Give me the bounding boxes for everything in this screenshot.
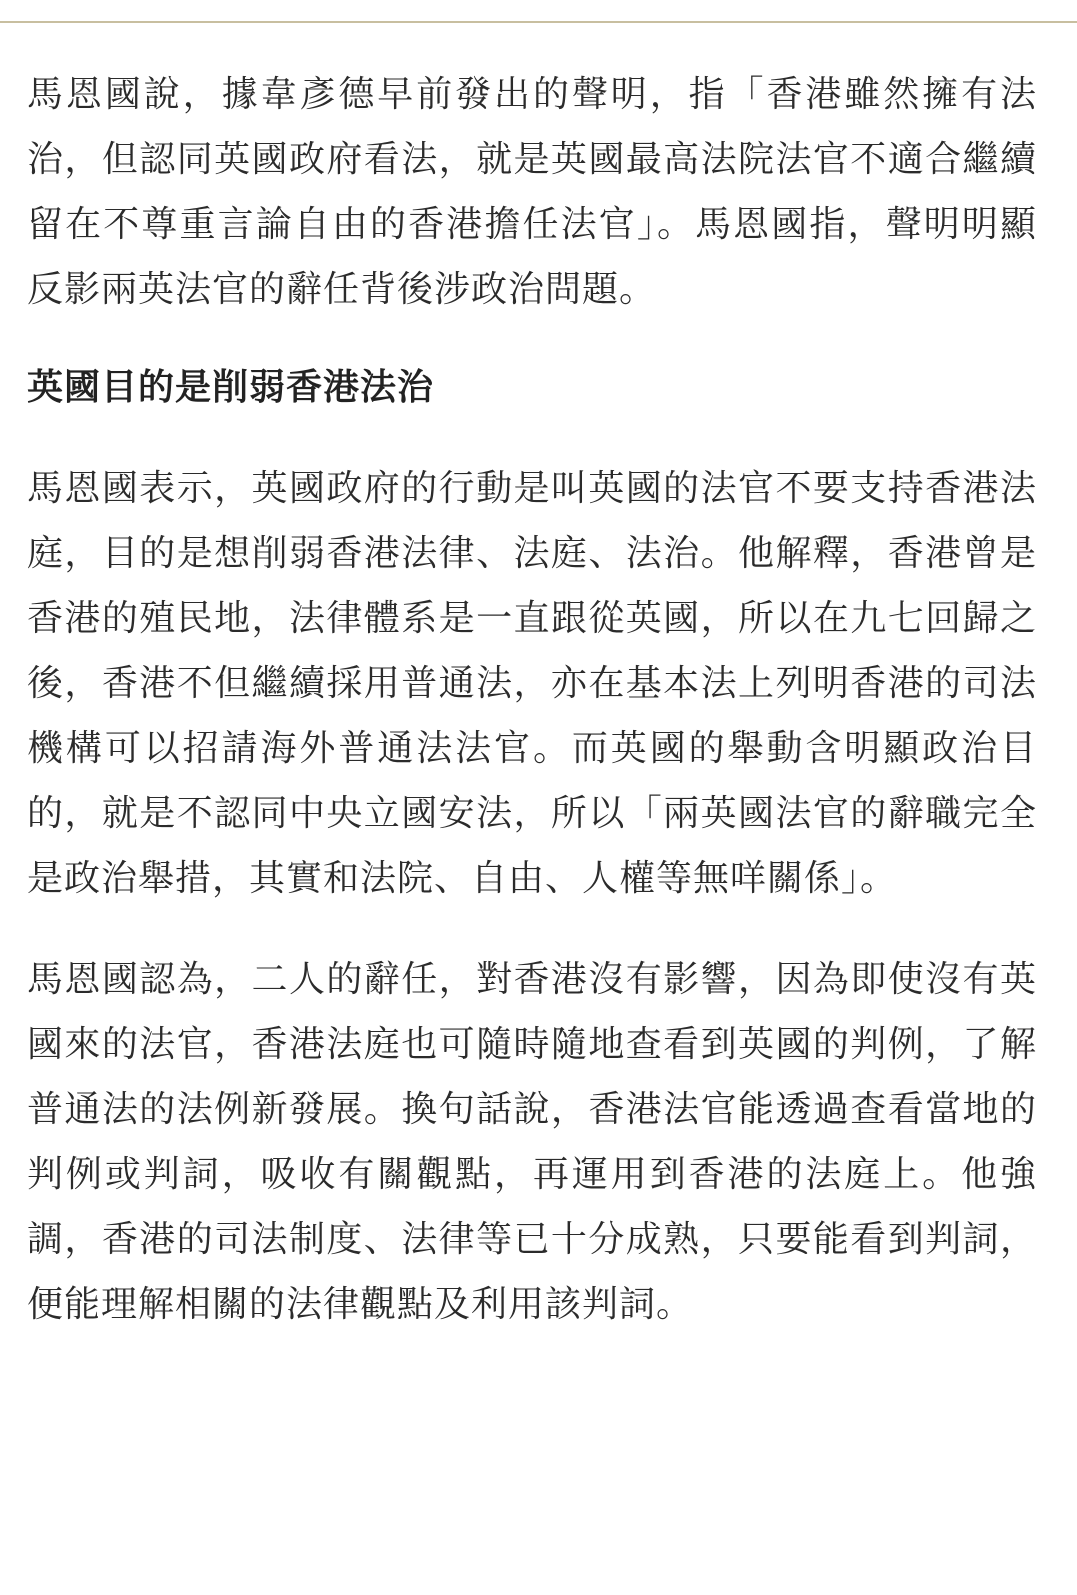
article-body (27, 62, 1037, 1337)
section-heading: 英國目的是削弱香港法治 (27, 367, 435, 408)
paragraph-uk-action: 馬恩國表示，英國政府的行動是叫英國的法官不要支持香港法庭，目的是想削弱香港法律、法庭、法治。他解釋，香港曾是香港的殖民地，法律體系是一直跟從英國，所以在九七回歸之後，香港不但繼續採用普通法，亦在基本法上列明香港的司法機構可以招請海外普通法法官。而英國的舉動含明顯政治目的，就是不認同中央立國安法，所以「兩英國法官的辭職完全是政治舉措，其實和法院、自由、人權等無咩關係」。 (27, 468, 1037, 899)
paragraph-no-impact: 馬恩國認為，二人的辭任，對香港沒有影響，因為即使沒有英國來的法官，香港法庭也可隨時隨地查看到英國的判例，了解普通法的法例新發展。換句話說，香港法官能透過查看當地的判例或判詞，吸收有關觀點，再運用到香港的法庭上。他強調，香港的司法制度、法律等已十分成熟，只要能看到判詞，便能理解相關的法律觀點及利用該判詞。 (27, 959, 1037, 1325)
top-divider (0, 21, 1077, 23)
paragraph-statement: 馬恩國說，據韋彥德早前發出的聲明，指「香港雖然擁有法治，但認同英國政府看法，就是英國最高法院法官不適合繼續留在不尊重言論自由的香港擔任法官」。馬恩國指，聲明明顯反影兩英法官的辭任背後涉政治問題。 (27, 74, 1037, 310)
